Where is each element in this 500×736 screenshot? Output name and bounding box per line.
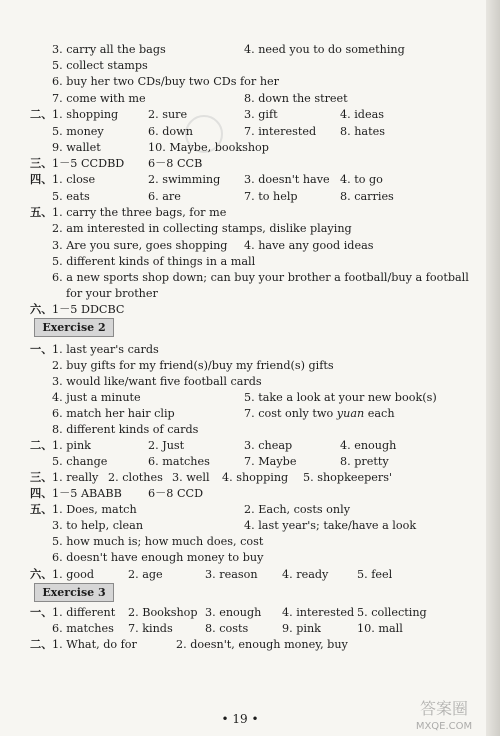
answer-item: 5. change xyxy=(52,455,108,468)
answer-item: 5. feel xyxy=(357,568,393,581)
section-label: 六、 xyxy=(30,567,53,581)
answer-item: 6. matches xyxy=(52,622,114,635)
answer-item: 4. last year's; take/have a look xyxy=(244,519,417,532)
answer-item: 5. different kinds of things in a mall xyxy=(52,255,256,268)
answer-item: 1. shopping xyxy=(52,108,119,121)
answer-item: 2. doesn't, enough money, buy xyxy=(176,638,348,651)
answer-item: 8. different kinds of cards xyxy=(52,423,199,436)
answer-item: 2. clothes xyxy=(108,471,163,484)
answer-item: 3. gift xyxy=(244,108,278,121)
answer-item: 1. last year's cards xyxy=(52,343,159,356)
answer-item: 3. well xyxy=(172,471,210,484)
answer-item: 3. Are you sure, goes shopping xyxy=(52,239,228,252)
answer-item: 5. eats xyxy=(52,190,90,203)
answer-item: 9. pink xyxy=(282,622,321,635)
answer-item: 7. interested xyxy=(244,125,317,138)
answer-item: 2. swimming xyxy=(148,173,221,186)
answer-item: 3. to help, clean xyxy=(52,519,144,532)
answer-item: 1. good xyxy=(52,568,95,581)
answer-item: 4. need you to do something xyxy=(244,43,405,56)
answer-item: 7. come with me xyxy=(52,92,146,105)
answer-item: 4. interested xyxy=(282,606,355,619)
section-label: 四、 xyxy=(30,172,53,186)
answer-item: 4. just a minute xyxy=(52,391,141,404)
answer-item: 8. pretty xyxy=(340,455,389,468)
answer-item: for your brother xyxy=(66,287,158,300)
answer-item: 10. mall xyxy=(357,622,403,635)
section-label: 四、 xyxy=(30,486,53,500)
answer-item: 6. match her hair clip xyxy=(52,407,175,420)
section-label: 二、 xyxy=(30,107,53,121)
answer-item: 5. money xyxy=(52,125,104,138)
answer-item: 3. doesn't have xyxy=(244,173,330,186)
answer-item: 4. shopping xyxy=(222,471,289,484)
answer-item: 6. are xyxy=(148,190,181,203)
answer-item: 1－5 CCDBD xyxy=(52,157,125,170)
section-label: 六、 xyxy=(30,302,53,316)
answer-item: 1－5 ABABB xyxy=(52,487,122,500)
answer-item: 6. a new sports shop down; can buy your brother a football/buy a football xyxy=(52,271,469,284)
answer-item: 5. how much is; how much does, cost xyxy=(52,535,264,548)
answer-item: 2. age xyxy=(128,568,163,581)
answer-item: 2. am interested in collecting stamps, dislike playing xyxy=(52,222,352,235)
answer-item: 4. enough xyxy=(340,439,397,452)
answer-item: 4. have any good ideas xyxy=(244,239,374,252)
answer-item: 3. would like/want five football cards xyxy=(52,375,262,388)
answer-item: 1. close xyxy=(52,173,96,186)
answer-item: 1. What, do for xyxy=(52,638,137,651)
answer-item: 1. really xyxy=(52,471,99,484)
answer-item: 6. matches xyxy=(148,455,210,468)
section-label: 二、 xyxy=(30,637,53,651)
svg-text:答案圈: 答案圈 xyxy=(419,699,469,718)
watermark-logo xyxy=(404,694,484,734)
answer-item: 10. Maybe, bookshop xyxy=(148,141,269,154)
section-label: 五、 xyxy=(30,205,53,219)
answer-item: 3. carry all the bags xyxy=(52,43,166,56)
answer-item: 6. buy her two CDs/buy two CDs for her xyxy=(52,75,279,88)
answer-item: 7. cost only two yuan each xyxy=(244,407,395,420)
answer-item: 2. sure xyxy=(148,108,188,121)
answer-item: 8. down the street xyxy=(244,92,348,105)
answer-item: 2. Just xyxy=(148,439,185,452)
answer-item: 8. hates xyxy=(340,125,385,138)
answer-item: 6. down xyxy=(148,125,193,138)
answer-item: 5. collecting xyxy=(357,606,427,619)
answer-item: 7. to help xyxy=(244,190,298,203)
answer-item: 4. ideas xyxy=(340,108,385,121)
answer-item: 3. enough xyxy=(205,606,262,619)
answer-item: 4. to go xyxy=(340,173,383,186)
answer-item: 1. Does, match xyxy=(52,503,137,516)
answer-item: 3. cheap xyxy=(244,439,293,452)
answer-item: 1. pink xyxy=(52,439,91,452)
answer-item: 9. wallet xyxy=(52,141,101,154)
answer-item: 1. carry the three bags, for me xyxy=(52,206,227,219)
page-edge-shadow xyxy=(486,0,500,736)
section-label: 一、 xyxy=(30,605,53,619)
answer-item: 8. costs xyxy=(205,622,249,635)
watermark-text: MXQE.COM xyxy=(415,721,473,732)
answer-item: 7. kinds xyxy=(128,622,173,635)
answer-item: 1－5 DDCBC xyxy=(52,303,125,316)
answer-item: 5. shopkeepers' xyxy=(303,471,393,484)
page-number: • 19 • xyxy=(221,712,259,726)
answer-item: 5. take a look at your new book(s) xyxy=(244,391,437,404)
answer-item: 4. ready xyxy=(282,568,329,581)
answer-item: 3. reason xyxy=(205,568,258,581)
section-label: 一、 xyxy=(30,342,53,356)
answer-item: 6－8 CCD xyxy=(148,487,204,500)
section-label: 三、 xyxy=(30,470,53,484)
answer-item: 2. buy gifts for my friend(s)/buy my friend(s) gifts xyxy=(52,359,334,372)
answer-item: 6－8 CCB xyxy=(148,157,203,170)
answer-item: 1. different xyxy=(52,606,116,619)
answer-item: 2. Bookshop xyxy=(128,606,198,619)
section-label: 三、 xyxy=(30,156,53,170)
answer-item: 5. collect stamps xyxy=(52,59,148,72)
answer-item: 6. doesn't have enough money to buy xyxy=(52,551,264,564)
exercise-header: Exercise 3 xyxy=(34,583,114,602)
answer-item: 7. Maybe xyxy=(244,455,297,468)
section-label: 五、 xyxy=(30,502,53,516)
answer-item: 2. Each, costs only xyxy=(244,503,351,516)
answer-item: 8. carries xyxy=(340,190,394,203)
section-label: 二、 xyxy=(30,438,53,452)
exercise-header: Exercise 2 xyxy=(34,318,114,337)
currency-word: yuan xyxy=(336,407,365,420)
